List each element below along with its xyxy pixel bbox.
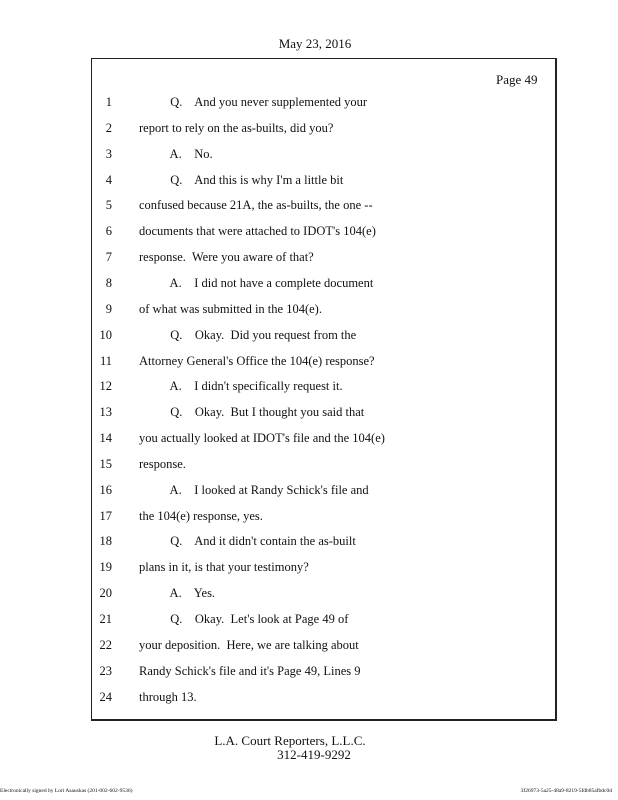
transcript-line <box>0 610 560 628</box>
line-text: the 104(e) response, yes. <box>139 508 263 523</box>
line-text: Q. And you never supplemented your <box>139 95 368 109</box>
page-number: Page 49 <box>496 72 538 87</box>
line-text: report to rely on the as-builts, did you? <box>139 120 334 135</box>
transcript-line <box>0 429 560 447</box>
transcript-line <box>0 145 560 163</box>
line-number: 5 <box>105 198 112 213</box>
line-number: 10 <box>99 327 112 342</box>
line-number: 15 <box>99 456 112 471</box>
transcript-line <box>0 662 560 680</box>
transcript-line <box>0 377 560 395</box>
line-text: A. No. <box>139 146 213 161</box>
line-text: Q. And this is why I'm a little bit <box>139 172 344 187</box>
line-text: of what was submitted in the 104(e). <box>139 301 322 316</box>
transcript-line <box>0 558 560 576</box>
transcript-line <box>0 326 560 344</box>
line-number: 21 <box>99 612 112 626</box>
line-text: Q. And it didn't contain the as-built <box>139 534 356 549</box>
transcript-date: May 23, 2016 <box>278 36 352 51</box>
line-number: 2 <box>105 120 112 135</box>
line-text: your deposition. Here, we are talking about <box>139 637 359 652</box>
line-number: 17 <box>99 508 112 523</box>
line-number: 24 <box>99 689 112 704</box>
line-number: 7 <box>105 250 112 265</box>
line-number: 22 <box>99 637 112 652</box>
line-number: 3 <box>105 146 112 161</box>
line-number: 14 <box>99 431 112 446</box>
court-reporter-name: L.A. Court Reporters, L.L.C. <box>214 733 366 748</box>
transcript-line <box>0 532 560 550</box>
line-number: 1 <box>105 95 112 109</box>
transcript-line <box>0 222 560 240</box>
transcript-line <box>0 196 560 214</box>
line-number: 6 <box>105 224 112 239</box>
line-text: you actually looked at IDOT's file and the 104(e) <box>139 431 385 446</box>
transcript-line <box>0 93 560 111</box>
transcript-line <box>0 352 560 370</box>
line-number: 9 <box>105 301 112 316</box>
line-text: A. I looked at Randy Schick's file and <box>139 482 369 497</box>
line-number: 23 <box>99 663 112 678</box>
line-text: plans in it, is that your testimony? <box>139 560 309 575</box>
line-number: 11 <box>99 353 112 368</box>
transcript-line <box>0 274 560 292</box>
line-number: 20 <box>99 586 112 601</box>
transcript-line <box>0 636 560 654</box>
transcript-line <box>0 248 560 266</box>
line-number: 16 <box>99 482 112 497</box>
line-number: 12 <box>99 379 112 394</box>
line-text: through 13. <box>139 689 197 704</box>
transcript-line <box>0 584 560 602</box>
line-text: confused because 21A, the as-builts, the one -- <box>139 198 373 213</box>
transcript-line <box>0 455 560 473</box>
document-hash: 3f26973-5a25-48a9-8219-5fdb85afbdc0d <box>520 788 612 794</box>
court-reporter-phone: 312-419-9292 <box>277 747 351 762</box>
transcript-line <box>0 119 560 137</box>
line-text: response. Were you aware of that? <box>139 250 314 265</box>
line-text: response. <box>139 456 186 471</box>
line-number: 13 <box>99 405 112 420</box>
line-text: Q. Okay. But I thought you said that <box>139 405 365 420</box>
line-number: 4 <box>105 172 112 187</box>
line-text: A. I didn't specifically request it. <box>139 379 343 394</box>
transcript-line <box>0 507 560 525</box>
transcript-line <box>0 171 560 189</box>
line-text: Q. Okay. Did you request from the <box>139 327 357 342</box>
line-text: Q. Okay. Let's look at Page 49 of <box>139 612 349 626</box>
line-number: 19 <box>99 560 112 575</box>
line-text: Randy Schick's file and it's Page 49, Lines 9 <box>139 663 361 678</box>
line-text: Attorney General's Office the 104(e) response? <box>139 353 375 368</box>
line-number: 18 <box>99 534 112 549</box>
line-text: A. Yes. <box>139 586 216 601</box>
line-number: 8 <box>105 275 112 290</box>
transcript-line <box>0 688 560 706</box>
electronic-signature: Electronically signed by Lori Asauskas (201-002-602-9536) <box>0 788 133 794</box>
line-text: A. I did not have a complete document <box>139 275 374 290</box>
transcript-line <box>0 300 560 318</box>
transcript-line <box>0 481 560 499</box>
line-text: documents that were attached to IDOT's 104(e) <box>139 224 376 239</box>
transcript-line <box>0 403 560 421</box>
